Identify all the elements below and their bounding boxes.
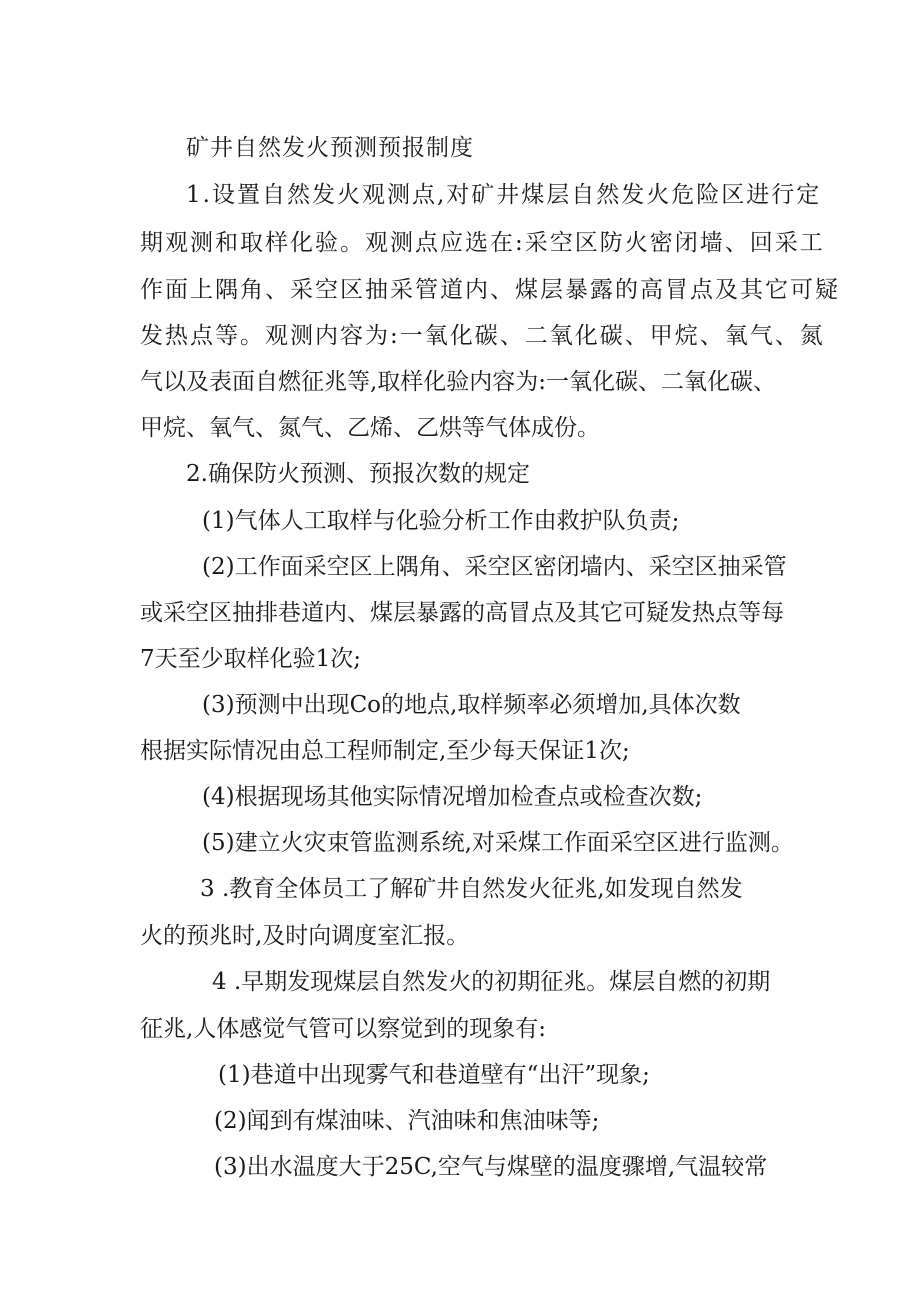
section-1-line-2: 期观测和取样化验。观测点应选在:采空区防火密闭墙、回采工 <box>140 230 825 256</box>
section-1-line-3: 作面上隅角、采空区抽采管道内、煤层暴露的高冒点及其它可疑 <box>140 277 840 303</box>
section-1-line-4: 发热点等。观测内容为:一氧化碳、二氧化碳、甲烷、氧气、氮 <box>140 323 825 349</box>
section-4-line-1: 4 .早期发现煤层自然发火的初期征兆。煤层自燃的初期 <box>212 969 771 995</box>
section-4-item-2: (2)闻到有煤油味、汽油味和焦油味等; <box>214 1108 600 1134</box>
section-2-heading: 2.确保防火预测、预报次数的规定 <box>186 461 530 487</box>
section-1-line-6: 甲烷、氧气、氮气、乙烯、乙烘等气体成份。 <box>140 415 600 441</box>
section-2-item-2-line-2: 或采空区抽排巷道内、煤层暴露的高冒点及其它可疑发热点等每 <box>140 600 784 626</box>
section-2-item-4: (4)根据现场其他实际情况增加检查点或检查次数; <box>202 784 703 810</box>
section-1-line-1: 1.设置自然发火观测点,对矿井煤层自然发火危险区进行定 <box>186 182 822 208</box>
section-2-item-2-line-3: 7天至少取样化验1次; <box>140 646 362 672</box>
section-2-item-3-line-2: 根据实际情况由总工程师制定,至少每天保证1次; <box>140 738 630 764</box>
section-3-line-1: 3 .教育全体员工了解矿井自然发火征兆,如发现自然发 <box>200 876 743 902</box>
section-4-item-3: (3)出水温度大于25C,空气与煤壁的温度骤增,气温较常 <box>214 1154 768 1180</box>
section-2-item-3-line-1: (3)预测中出现Co的地点,取样频率必须增加,具体次数 <box>202 692 741 718</box>
section-3-line-2: 火的预兆时,及时向调度室汇报。 <box>140 923 470 949</box>
section-4-line-2: 征兆,人体感觉气管可以察觉到的现象有: <box>140 1016 547 1042</box>
document-title: 矿井自然发火预测预报制度 <box>186 135 474 161</box>
section-2-item-2-line-1: (2)工作面采空区上隅角、采空区密闭墙内、采空区抽采管 <box>202 554 787 580</box>
section-1-line-5: 气以及表面自燃征兆等,取样化验内容为:一氧化碳、二氧化碳、 <box>140 369 777 395</box>
section-4-item-1: (1)巷道中出现雾气和巷道壁有“出汗”现象; <box>218 1062 650 1088</box>
section-2-item-5: (5)建立火灾束管监测系统,对采煤工作面采空区进行监测。 <box>202 830 794 856</box>
section-2-item-1: (1)气体人工取样与化验分析工作由救护队负责; <box>202 508 680 534</box>
